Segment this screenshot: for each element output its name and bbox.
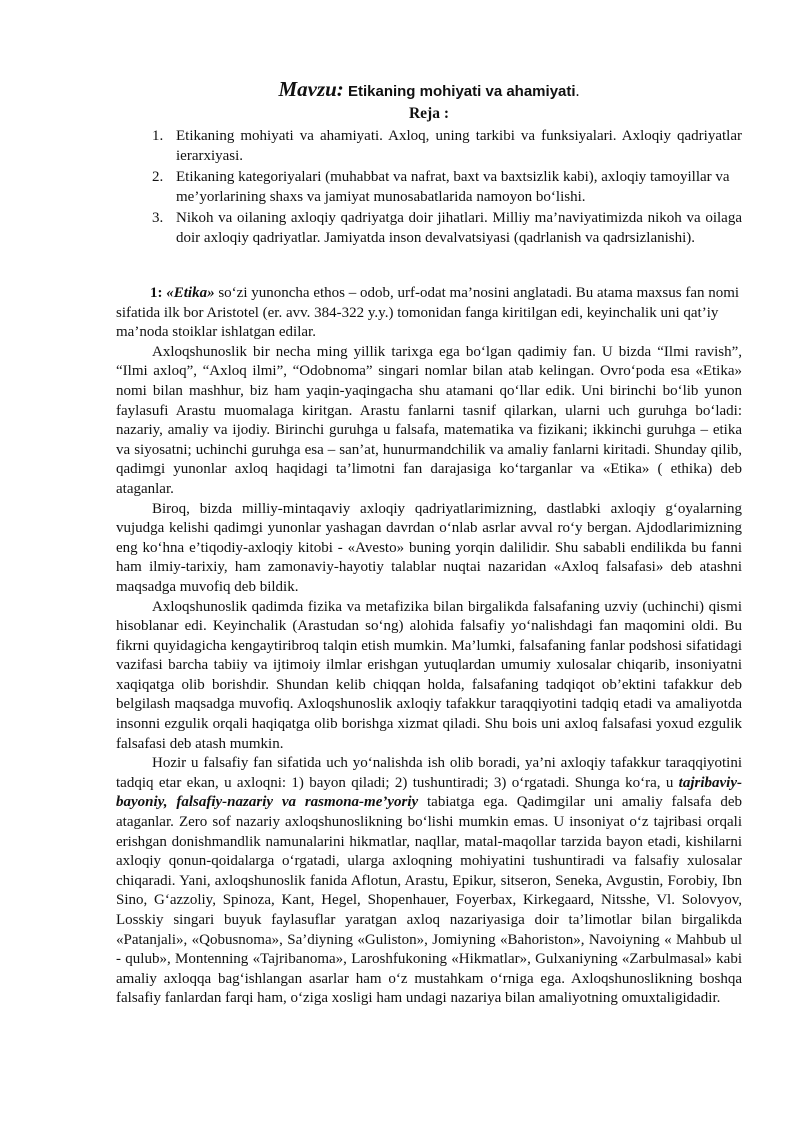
plan-item-text: Etikaning mohiyati va ahamiyati. Axloq, uning tarkibi va funksiyalari. Axloqiy qadriyatlar ierarxiyasi. xyxy=(176,128,742,164)
section-number: 1: xyxy=(150,285,167,301)
plan-item-text: Etikaning kategoriyalari (muhabbat va nafrat, baxt va baxtsizlik kabi), axloqiy tamoyillar va me’yorlarining shaxs va jamiyat munosabatlarida namoyon bo‘lishi. xyxy=(176,169,730,205)
paragraph-4: Axloqshunoslik qadimda fizika va metafizika bilan birgalikda falsafaning uzviy (uchinchi) qismi hisoblanar edi. Keyinchalik (Arastudan so‘ng) alohida falsafiy yo‘nalishdagi fan maqomini oldi. Bu fikrni quyidagicha kengaytiribroq talqin etish mumkin. Ma’lumki, falsafaning fanlar podshosi sifatidagi vazifasi barcha tabiiy va ijtimoiy ilmlar erishgan yutuqlardan umumiy xulosalar chiqarib, insoniyatni xaqiqatga olib borishdir. Shundan kelib chiqqan holda, falsafaning tadqiqot ob’ektini tafakkur deb belgilash maqsadga muvofiq. Axloqshunoslik axloqiy tafakkur taraqqiyotini tadqiq etadi va amaliyotda insonni ezgulik orqali haqiqatga olib borishga xizmat qiladi. Shu bois uni axloq falsafasi yoxud ezgulik falsafasi deb atash mumkin. xyxy=(116,598,742,752)
paragraph-1-text: so‘zi yunoncha ethos – odob, urf-odat ma’nosini anglatadi. Bu atama maxsus fan nomi sifatida ilk bor Aristotel (er. avv. 384-322 y.y.) tomonidan fanga kiritilgan edi, keyinchalik uni qat’iy ma’noda stoiklar ishlatgan edilar. xyxy=(116,285,740,341)
title-prefix: Mavzu: xyxy=(278,77,344,101)
plan-item-number: 2. xyxy=(152,169,164,185)
paragraph-1 xyxy=(116,284,742,343)
plan-item xyxy=(116,208,742,248)
plan-list xyxy=(116,126,742,248)
plan-item xyxy=(116,126,742,166)
plan-item xyxy=(116,167,742,207)
document-page xyxy=(116,76,742,1009)
paragraph-5-emphasis: tajribaviy-bayoniy, falsafiy-nazariy va rasmona-me’yoriy xyxy=(116,774,742,811)
title-topic: Etikaning mohiyati va ahamiyati xyxy=(343,83,576,100)
title-suffix: . xyxy=(575,83,580,100)
body-text xyxy=(116,284,742,1009)
plan-item-text: Nikoh va oilaning axloqiy qadriyatga doir jihatlari. Milliy ma’naviyatimizda nikoh va oilaga doir axloqiy qadriyatlar. Jamiyatda inson devalvatsiyasi (qadrlanish va qadrsizlanishi). xyxy=(176,210,742,246)
page-title xyxy=(116,76,742,105)
paragraph-5-text-b: tabiatga ega. Qadimgilar uni amaliy falsafa deb ataganlar. Zero sof nazariy axloqshunoslikning bo‘lishi mumkin emas. U insoniyat o‘z tajribasi orqali erishgan donishmandlik namunalarini hikmatlar, naqllar, matal-maqollar tarzida bayon etadi, kishilarni axloqiy qonun-qoidalarga o‘rgatadi, ularga axloqning mohiyatini tushuntiradi va falsafiy xulosalar chiqaradi. Yani, axloqshunoslik fanida Aflotun, Arastu, Epikur, sitseron, Seneka, Avgustin, Forobiy, Ibn Sino, G‘azzoliy, Spinoza, Kant, Hegel, Shopenhauer, Foyerbax, Kirkegaard, Nitsshe, Vl. Solovyov, Losskiy singari buyuk faylasuflar yaratgan axloq nazariyasiga doir ta’limotlar bilan birgalikda «Patanjali», «Qobusnoma», Sa’diyning «Guliston», Jomiyning «Bahoriston», Navoiyning « Mahbub ul - qulub», Montenning «Tajribanoma», Laroshfukoning «Hikmatlar», Gulxaniyning «Zarbulmasal» kabi amaliy axloqqa bag‘ishlangan asarlar ham o‘z mustahkam o‘rniga ega. Axloqshunoslikning boshqa falsafiy fanlardan farqi ham, o‘ziga xosligi ham undagi nazariya bilan amaliyotning omuxtaligidadir. xyxy=(116,794,742,1007)
plan-item-number: 1. xyxy=(152,128,164,144)
paragraph-2: Axloqshunoslik bir necha ming yillik tarixga ega bo‘lgan qadimiy fan. U bizda “Ilmi ravish”, “Ilmi axloq”, “Axloq ilmi”, “Odobnoma” singari nomlar bilan atab kelingan. Ovro‘poda esa «Etika» nomi bilan mashhur, biz ham yaqin-yaqingacha shu atamani qo‘llar edik. Uni birinchi bo‘lib yunon faylasufi Arastu muomalaga kiritgan. Arastu fanlarni tasnif qilarkan, ularni uch guruhga bo‘ladi: nazariy, amaliy va ijodiy. Birinchi guruhga u falsafa, matematika va fizikani; ikkinchi guruhga – etika va siyosatni; uchinchi guruhga esa – san’at, hunurmandchilik va amaliy fanlarni kiritadi. Shunday qilib, qadimgi yunonlar axloq haqidagi ta’limotni fan darajasiga ko‘targanlar va «Etika» ( ethika) deb ataganlar. xyxy=(116,343,742,497)
paragraph-3: Biroq, bizda milliy-mintaqaviy axloqiy qadriyatlarimizning, dastlabki axloqiy g‘oyalarning vujudga kelishi qadimgi yunonlar yashagan davrdan o‘nlab asrlar avval ro‘y bergan. Ajdodlarimizning eng ko‘hna e’tiqodiy-axloqiy kitobi - «Avesto» buning yorqin dalilidir. Shu sababli endilikda bu fanni ham ilmiy-tarixiy, ham zamonaviy-hayotiy talablar nuqtai nazaridan «Axloq falsafasi» deb atashni maqsadga muvofiq deb bildik. xyxy=(116,500,742,595)
paragraph-5 xyxy=(116,754,742,1009)
term-etika: «Etika» xyxy=(166,285,215,301)
plan-heading: Reja : xyxy=(408,105,450,122)
plan-item-number: 3. xyxy=(152,210,164,226)
paragraph-5-text-a: Hozir u falsafiy fan sifatida uch yo‘nalishda ish olib boradi, ya’ni axloqiy tafakkur taraqqiyotini tadqiq etar ekan, u axloqni: 1) bayon qiladi; 2) tushuntiradi; 3) o‘rgatadi. Shunga ko‘ra, u xyxy=(116,755,742,791)
